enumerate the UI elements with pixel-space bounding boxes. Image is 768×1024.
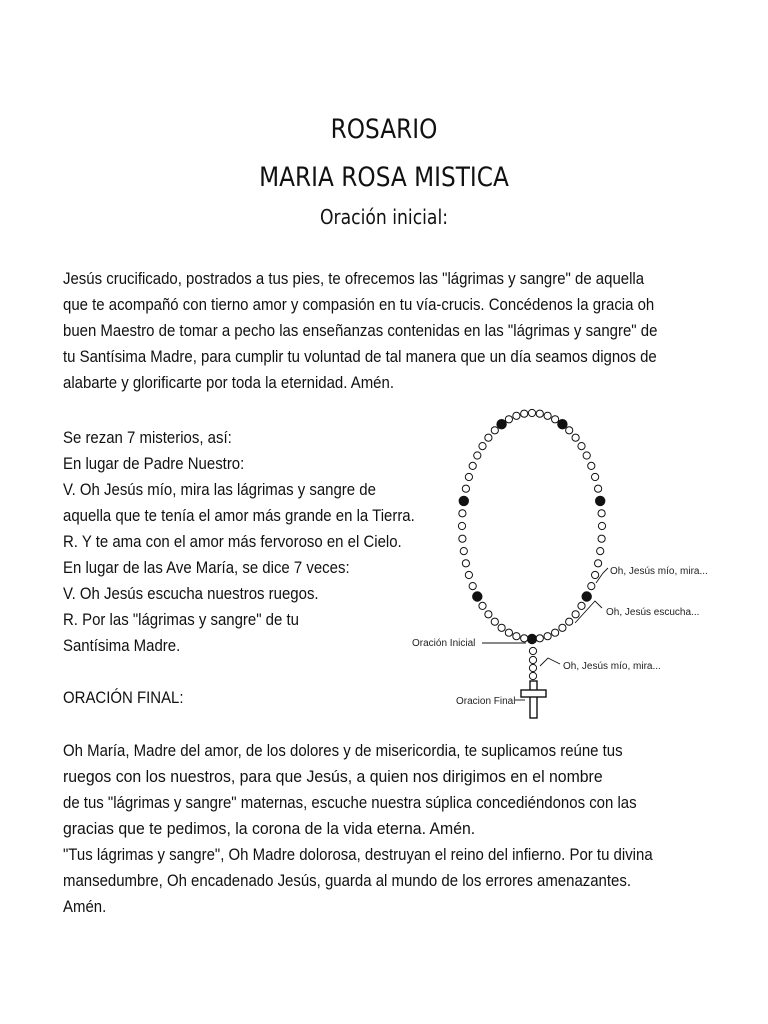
page-title-secondary: MARIA ROSA MISTICA (259, 162, 509, 193)
text-line: que te acompañó con tierno amor y compasión en tu vía-crucis. Concédenos la gracia oh (63, 295, 655, 314)
small-bead (469, 462, 476, 469)
pendant-bead (529, 664, 536, 671)
small-bead (592, 571, 599, 578)
small-bead (588, 462, 595, 469)
small-bead (544, 633, 551, 640)
small-bead (505, 629, 512, 636)
small-bead (521, 635, 528, 642)
pendant-bead (529, 656, 536, 663)
small-bead (479, 443, 486, 450)
text-line: gracias que te pedimos, la corona de la vida eterna. Amén. (63, 819, 476, 838)
small-bead (578, 443, 585, 450)
small-bead (552, 629, 559, 636)
section-subtitle-initial-prayer: Oración inicial: (319, 205, 449, 229)
small-bead (469, 583, 476, 590)
small-bead (595, 560, 602, 567)
small-bead (598, 510, 605, 517)
small-bead (479, 602, 486, 609)
small-bead (583, 452, 590, 459)
small-bead (485, 611, 492, 618)
small-bead (592, 473, 599, 480)
mysteries-instructions (63, 425, 415, 659)
cross-icon (521, 681, 546, 718)
text-line: En lugar de las Ave María, se dice 7 veces: (63, 558, 350, 577)
large-bead (472, 591, 482, 601)
text-line: mansedumbre, Oh encadenado Jesús, guarda al mundo de los errores amenazantes. (63, 871, 631, 890)
small-bead (598, 535, 605, 542)
small-bead (465, 571, 472, 578)
small-bead (521, 410, 528, 417)
large-bead (459, 496, 469, 506)
small-bead (544, 412, 551, 419)
initial-prayer-text (63, 266, 657, 396)
rosary-diagram (400, 398, 730, 728)
small-bead (559, 624, 566, 631)
text-line: R. Y te ama con el amor más fervoroso en el Cielo. (63, 532, 402, 551)
text-line: Se rezan 7 misterios, así: (63, 428, 232, 447)
text-line: V. Oh Jesús escucha nuestros ruegos. (63, 584, 319, 603)
text-line: alabarte y glorificarte por toda la eternidad. Amén. (63, 373, 394, 392)
small-bead (513, 412, 520, 419)
small-bead (459, 510, 466, 517)
small-bead (458, 522, 465, 529)
small-bead (459, 535, 466, 542)
text-line: tu Santísima Madre, para cumplir tu voluntad de tal manera que un día seamos dignos de (63, 347, 657, 366)
small-bead (552, 416, 559, 423)
small-bead (595, 485, 602, 492)
large-bead (527, 634, 537, 644)
text-line: de tus "lágrimas y sangre" maternas, escuche nuestra súplica concediéndonos con las (63, 793, 637, 812)
small-bead (528, 409, 535, 416)
small-bead (536, 410, 543, 417)
label-oh-jesus-mio-mira: Oh, Jesús mío, mira... (610, 566, 708, 577)
text-line: V. Oh Jesús mío, mira las lágrimas y sangre de (63, 480, 376, 499)
pendant-bead (529, 672, 536, 679)
page-title: ROSARIO (330, 114, 438, 145)
text-line: buen Maestro de tomar a pecho las enseñanzas contenidas en las "lágrimas y sangre" de (63, 321, 658, 340)
final-prayer-heading: ORACIÓN FINAL: (63, 688, 184, 707)
text-line: "Tus lágrimas y sangre", Oh Madre dolorosa, destruyan el reino del infierno. Por tu divina (63, 845, 653, 864)
small-bead (588, 583, 595, 590)
text-line: R. Por las "lágrimas y sangre" de tu (63, 610, 299, 629)
small-bead (572, 611, 579, 618)
small-bead (578, 602, 585, 609)
label-oh-jesus-mio-mira-pendant: Oh, Jesús mío, mira... (563, 661, 661, 672)
large-bead (582, 591, 592, 601)
text-line: Jesús crucificado, postrados a tus pies, te ofrecemos las "lágrimas y sangre" de aquella (63, 269, 645, 288)
small-bead (572, 434, 579, 441)
text-line: Amén. (63, 897, 107, 916)
small-bead (485, 434, 492, 441)
label-oh-jesus-escucha: Oh, Jesús escucha... (606, 607, 700, 618)
text-line: En lugar de Padre Nuestro: (63, 454, 245, 473)
small-bead (465, 473, 472, 480)
rosary-pendant (529, 647, 536, 679)
text-line: Oh María, Madre del amor, de los dolores y de misericordia, te suplicamos reúne tus (63, 741, 623, 760)
small-bead (598, 522, 605, 529)
small-bead (491, 618, 498, 625)
small-bead (513, 633, 520, 640)
rosary-beads (458, 409, 605, 644)
small-bead (462, 560, 469, 567)
text-line: Santísima Madre. (63, 636, 181, 655)
small-bead (491, 427, 498, 434)
small-bead (462, 485, 469, 492)
text-line: aquella que te tenía el amor más grande en la Tierra. (63, 506, 415, 525)
small-bead (597, 548, 604, 555)
label-oracion-final: Oracion Final (456, 696, 516, 707)
label-oracion-inicial: Oración Inicial (412, 638, 476, 649)
small-bead (505, 416, 512, 423)
final-prayer-text (63, 738, 733, 920)
large-bead (595, 496, 605, 506)
text-line: ruegos con los nuestros, para que Jesús, a quien nos dirigimos en el nombre (63, 767, 603, 786)
small-bead (460, 548, 467, 555)
small-bead (566, 427, 573, 434)
small-bead (474, 452, 481, 459)
pendant-bead (529, 647, 536, 654)
small-bead (566, 618, 573, 625)
small-bead (498, 624, 505, 631)
small-bead (536, 635, 543, 642)
